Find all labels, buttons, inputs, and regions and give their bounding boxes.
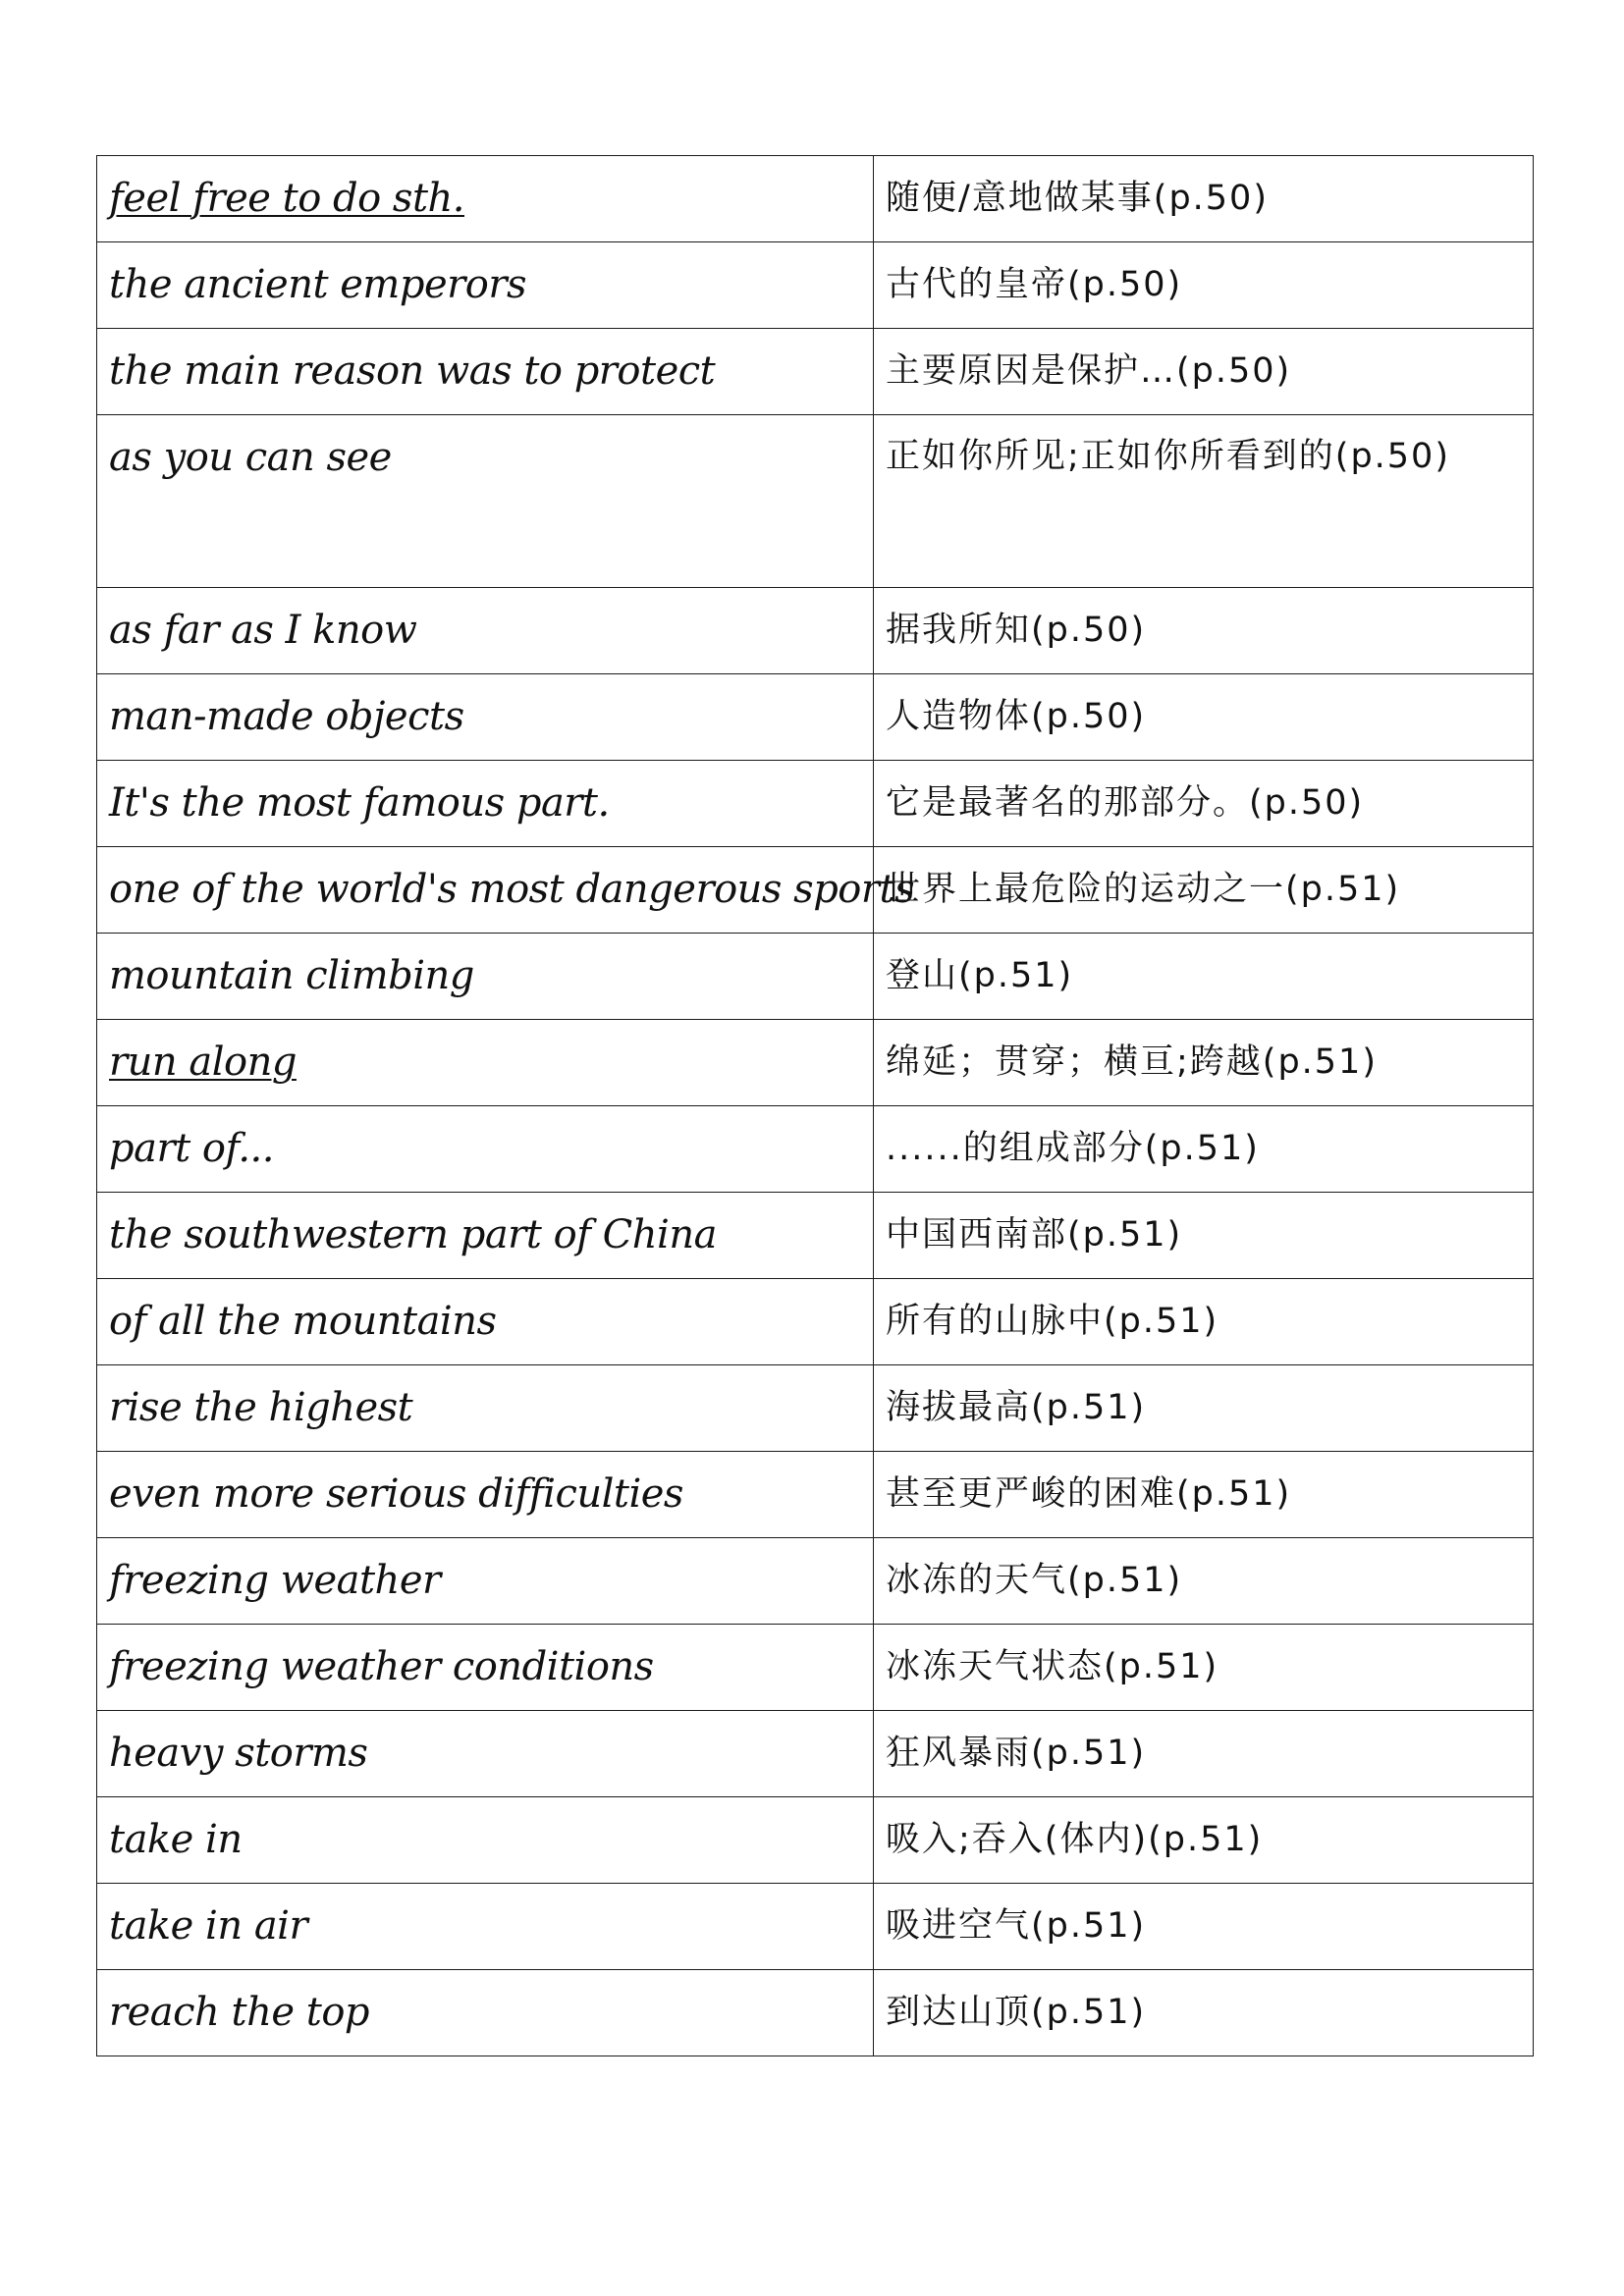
chinese-meaning: 甚至更严峻的困难(p.51)	[874, 1452, 1534, 1538]
english-phrase: the main reason was to protect	[97, 329, 874, 415]
english-phrase: of all the mountains	[97, 1279, 874, 1365]
chinese-meaning: 中国西南部(p.51)	[874, 1193, 1534, 1279]
english-phrase: freezing weather	[97, 1538, 874, 1625]
english-phrase: as far as I know	[97, 588, 874, 674]
table-row	[97, 1279, 1534, 1365]
table-row	[97, 1625, 1534, 1711]
english-phrase: rise the highest	[97, 1365, 874, 1452]
chinese-meaning: ......的组成部分(p.51)	[874, 1106, 1534, 1193]
english-phrase: one of the world's most dangerous sports	[97, 847, 874, 934]
table-row	[97, 329, 1534, 415]
english-phrase: the ancient emperors	[97, 242, 874, 329]
english-phrase: feel free to do sth.	[97, 156, 874, 242]
english-phrase: the southwestern part of China	[97, 1193, 874, 1279]
english-phrase: freezing weather conditions	[97, 1625, 874, 1711]
table-row	[97, 588, 1534, 674]
chinese-meaning: 据我所知(p.50)	[874, 588, 1534, 674]
table-row	[97, 1970, 1534, 2056]
english-phrase: take in air	[97, 1884, 874, 1970]
table-row	[97, 242, 1534, 329]
chinese-meaning: 主要原因是保护…(p.50)	[874, 329, 1534, 415]
table-row	[97, 1452, 1534, 1538]
table-row	[97, 415, 1534, 588]
chinese-meaning: 冰冻的天气(p.51)	[874, 1538, 1534, 1625]
chinese-meaning: 它是最著名的那部分。(p.50)	[874, 761, 1534, 847]
english-phrase: It's the most famous part.	[97, 761, 874, 847]
english-phrase: part of...	[97, 1106, 874, 1193]
table-row	[97, 1193, 1534, 1279]
chinese-meaning: 所有的山脉中(p.51)	[874, 1279, 1534, 1365]
english-phrase: mountain climbing	[97, 934, 874, 1020]
chinese-meaning: 吸入;吞入(体内)(p.51)	[874, 1797, 1534, 1884]
table-row	[97, 1797, 1534, 1884]
english-phrase: even more serious difficulties	[97, 1452, 874, 1538]
english-phrase: reach the top	[97, 1970, 874, 2056]
chinese-meaning: 古代的皇帝(p.50)	[874, 242, 1534, 329]
chinese-meaning: 狂风暴雨(p.51)	[874, 1711, 1534, 1797]
chinese-meaning: 随便/意地做某事(p.50)	[874, 156, 1534, 242]
table-row	[97, 1538, 1534, 1625]
english-phrase: run along	[97, 1020, 874, 1106]
english-phrase: man-made objects	[97, 674, 874, 761]
table-row	[97, 761, 1534, 847]
english-phrase: heavy storms	[97, 1711, 874, 1797]
table-row	[97, 934, 1534, 1020]
table-row	[97, 1020, 1534, 1106]
chinese-meaning: 到达山顶(p.51)	[874, 1970, 1534, 2056]
english-phrase: as you can see	[97, 415, 874, 588]
chinese-meaning: 吸进空气(p.51)	[874, 1884, 1534, 1970]
chinese-meaning: 人造物体(p.50)	[874, 674, 1534, 761]
chinese-meaning: 世界上最危险的运动之一(p.51)	[874, 847, 1534, 934]
table-row	[97, 156, 1534, 242]
table-row	[97, 1106, 1534, 1193]
chinese-meaning: 冰冻天气状态(p.51)	[874, 1625, 1534, 1711]
chinese-meaning: 海拔最高(p.51)	[874, 1365, 1534, 1452]
table-row	[97, 1365, 1534, 1452]
chinese-meaning: 登山(p.51)	[874, 934, 1534, 1020]
table-row	[97, 674, 1534, 761]
vocabulary-sheet	[96, 155, 1533, 2056]
english-phrase: take in	[97, 1797, 874, 1884]
table-row	[97, 1711, 1534, 1797]
table-row	[97, 847, 1534, 934]
chinese-meaning: 正如你所见;正如你所看到的(p.50)	[874, 415, 1534, 588]
table-row	[97, 1884, 1534, 1970]
chinese-meaning: 绵延；贯穿；横亘;跨越(p.51)	[874, 1020, 1534, 1106]
vocabulary-table	[96, 155, 1534, 2056]
